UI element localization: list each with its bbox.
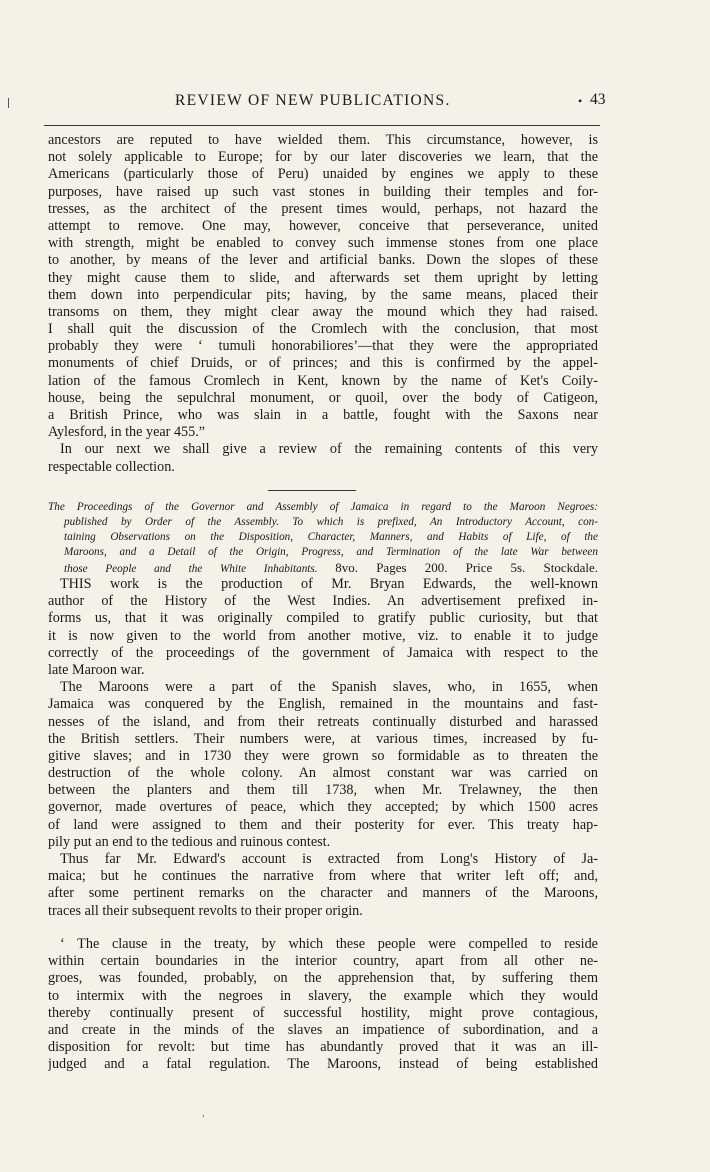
- ink-speck: ,: [202, 1108, 205, 1119]
- text-line: gitive slaves; and in 1730 they were grown so formidable as to threaten the: [48, 747, 598, 764]
- heading-line: taining Observations on the Disposition, Character, Manners, and Habits of Life, of the: [64, 531, 598, 543]
- running-title: REVIEW OF NEW PUBLICATIONS.: [175, 92, 451, 109]
- text-line: attempt to remove. One may, however, conceive that perseverance, united: [48, 217, 598, 234]
- section-rule: [268, 490, 356, 491]
- text-line: monuments of chief Druids, or of princes; and this is confirmed by the appel-: [48, 355, 598, 372]
- text-line: lation of the famous Cromlech in Kent, known by the name of Ket's Coily-: [48, 372, 598, 389]
- text-line: ancestors are reputed to have wielded them. This circumstance, however, is: [48, 132, 598, 148]
- text-line: pily put an end to the tedious and ruinous contest.: [48, 833, 331, 850]
- text-line: not solely applicable to Europe; for by our later discoveries we learn, that the: [48, 149, 598, 166]
- intro-paragraph: [48, 132, 598, 476]
- text-line: I shall quit the discussion of the Cromlech with the conclusion, that most: [48, 321, 598, 338]
- text-line: of land were assigned to them and their posterity for ever. This treaty hap-: [48, 816, 598, 833]
- text-line: the British settlers. Their numbers were, at various times, increased by fu-: [48, 730, 598, 747]
- text-line: governor, made overtures of peace, which they accepted; by which 1500 acres: [48, 799, 598, 816]
- heading-line: published by Order of the Assembly. To which is prefixed, An Introductory Account, con-: [64, 516, 598, 528]
- text-line: judged and a fatal regulation. The Maroons, instead of being established: [48, 1056, 598, 1073]
- text-line: late Maroon war.: [48, 661, 145, 678]
- review-body: [48, 576, 598, 920]
- text-line: them down into perpendicular pits; having, by the same means, placed their: [48, 286, 598, 303]
- text-line: after some pertinent remarks on the character and manners of the Maroons,: [48, 885, 598, 902]
- page-number: 43: [590, 91, 606, 108]
- text-line: probably they were ‘ tumuli honorabiliores’—that they were the appropriated: [48, 338, 598, 355]
- text-line: disposition for revolt: but time has abundantly proved that it was an ill-: [48, 1039, 598, 1056]
- text-line: destruction of the whole colony. An almost constant war was carried on: [48, 765, 598, 782]
- heading-line: Maroons, and a Detail of the Origin, Progress, and Termination of the late War between: [64, 546, 598, 558]
- text-line: traces all their subsequent revolts to their proper origin.: [48, 902, 363, 919]
- text-line: and create in the minds of the slaves an impatience of subordination, and a: [48, 1021, 598, 1038]
- heading-line: [48, 560, 598, 575]
- text-line: nesses of the island, and from their retreats continually disturbed and harassed: [48, 713, 598, 730]
- publication-details: 8vo. Pages 200. Price 5s. Stockdale.: [335, 560, 598, 575]
- text-line: maica; but he continues the narrative from where that writer left off; and,: [48, 868, 598, 885]
- running-head: [0, 92, 710, 116]
- text-line: correctly of the proceedings of the government of Jamaica with respect to the: [48, 644, 598, 661]
- text-line: THIS work is the production of Mr. Bryan Edwards, the well-known: [60, 576, 598, 592]
- text-line: it is now given to the world from another motive, viz. to enable it to judge: [48, 627, 598, 644]
- heading-line: The Proceedings of the Governor and Assembly of Jamaica in regard to the Maroon Negroes:: [48, 501, 598, 513]
- text-line: respectable collection.: [48, 458, 175, 475]
- text-line: tresses, as the architect of the present times would, perhaps, not hazard the: [48, 200, 598, 217]
- text-line: In our next we shall give a review of the remaining contents of this very: [60, 441, 598, 458]
- header-rule: [44, 125, 600, 126]
- text-line: author of the History of the West Indies. An advertisement prefixed in-: [48, 593, 598, 610]
- text-line: to another, by means of the lever and artificial banks. Down the slopes of these: [48, 252, 598, 269]
- text-line: Jamaica was conquered by the English, remained in the mountains and fast-: [48, 696, 598, 713]
- text-line: Thus far Mr. Edward's account is extracted from Long's History of Ja-: [60, 851, 598, 867]
- text-line: The Maroons were a part of the Spanish slaves, who, in 1655, when: [60, 679, 598, 696]
- quoted-passage: [48, 936, 598, 1074]
- text-line: within certain boundaries in the interior country, apart from all other ne-: [48, 953, 598, 970]
- text-line: to intermix with the negroes in slavery, the example which they would: [48, 987, 598, 1004]
- text-line: Aylesford, in the year 455.”: [48, 424, 206, 441]
- header-marker: •: [578, 94, 583, 108]
- text-line: a British Prince, who was slain in a battle, fought with the Saxons near: [48, 407, 598, 423]
- text-line: Americans (particularly those of Peru) unaided by engines we apply to these: [48, 166, 598, 183]
- text-line: they might cause them to slide, and afterwards set them upright by letting: [48, 269, 598, 286]
- text-line: ‘ The clause in the treaty, by which these people were compelled to reside: [60, 936, 598, 952]
- text-line: between the planters and them till 1738, when Mr. Trelawney, the then: [48, 782, 598, 799]
- text-line: thereby continually present of successful hostility, might prove contagious,: [48, 1004, 598, 1021]
- text-line: groes, was founded, probably, on the apprehension that, by suffering them: [48, 970, 598, 987]
- text-line: forms us, that it was originally compiled to gratify public curiosity, but that: [48, 610, 598, 627]
- text-line: house, being the sepulchral monument, or quoil, over the body of Catigeon,: [48, 389, 598, 406]
- text-line: transoms on them, they might clear away the mound which they had raised.: [48, 303, 598, 320]
- text-line: with strength, might be enabled to convey such immense stones from one place: [48, 235, 598, 252]
- heading-line-italic: those People and the White Inhabitants.: [64, 563, 318, 575]
- text-line: purposes, have raised up such vast stones in building their temples and for-: [48, 183, 598, 200]
- review-heading: [48, 500, 598, 575]
